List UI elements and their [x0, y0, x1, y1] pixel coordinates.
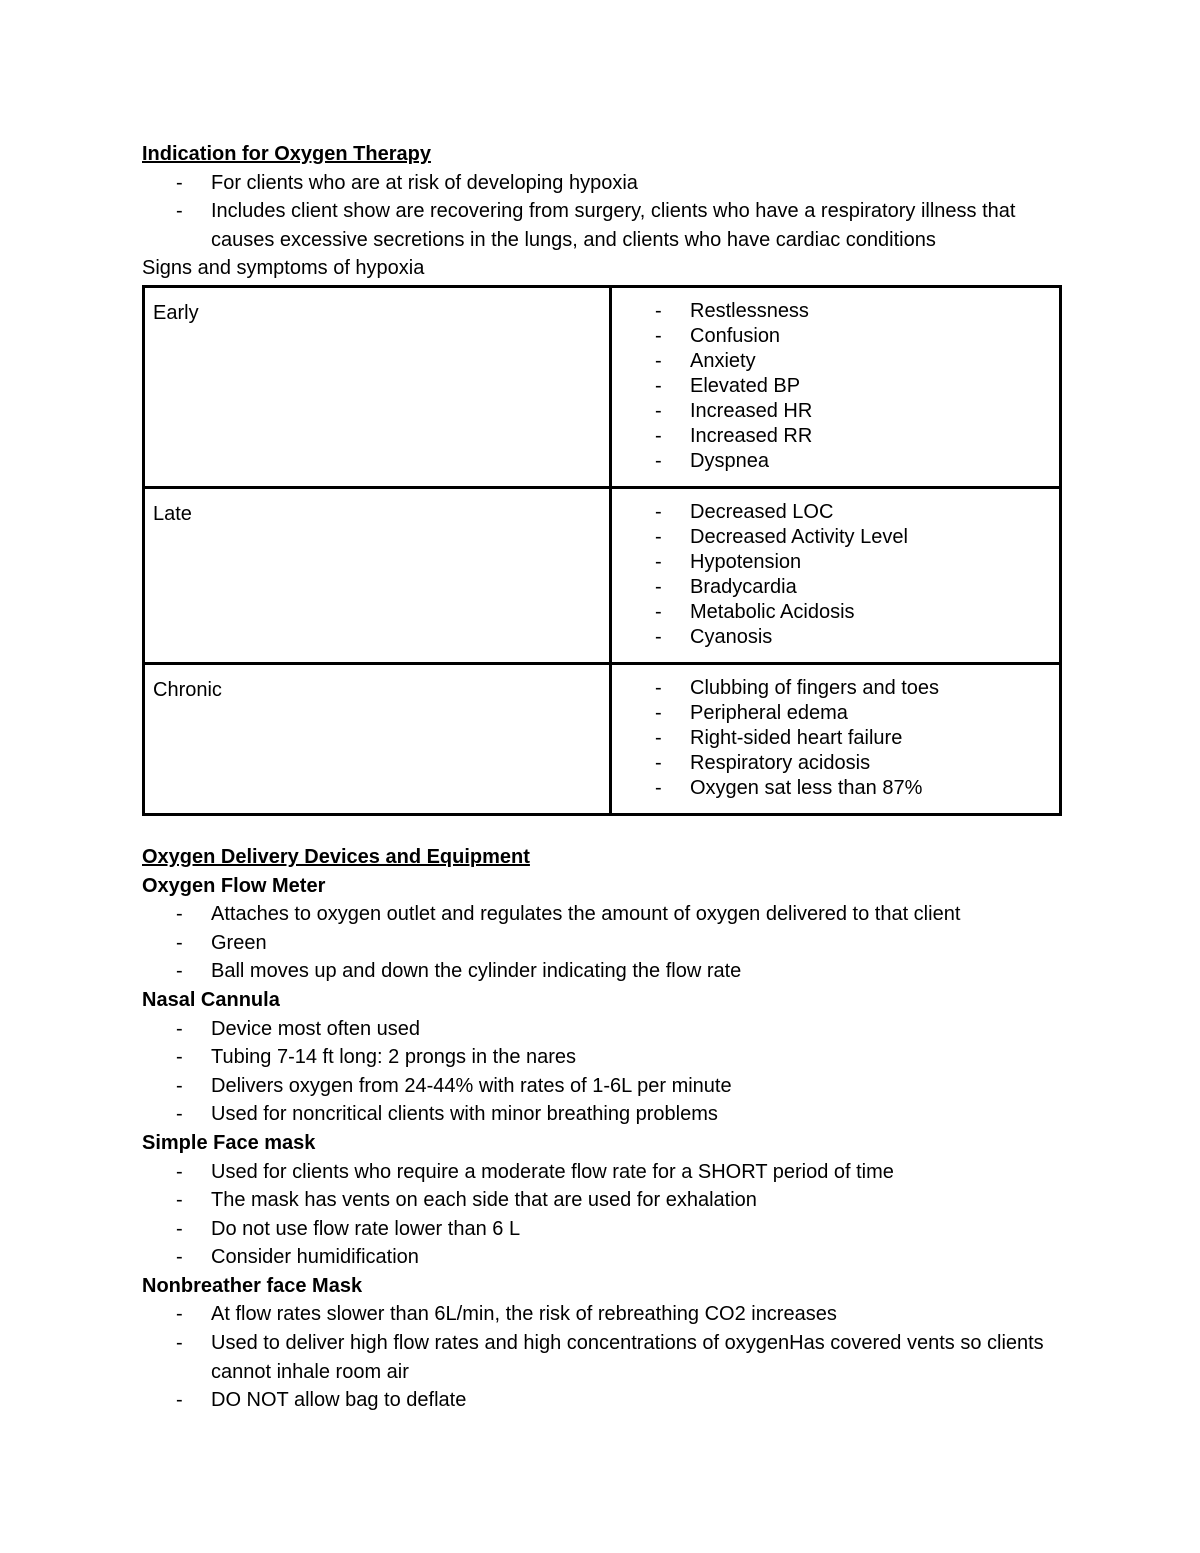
list-item: - Increased HR	[612, 399, 1059, 424]
table-row	[144, 286, 1061, 487]
hypoxia-symptoms-table	[142, 285, 1062, 816]
list-item: - Elevated BP	[612, 374, 1059, 399]
list-item: - Delivers oxygen from 24-44% with rates of 1-6L per minute	[142, 1072, 1062, 1101]
symptom-cell	[611, 487, 1061, 663]
list-item: - Restlessness	[612, 299, 1059, 324]
list-item: - DO NOT allow bag to deflate	[142, 1386, 1062, 1415]
list-item: - Used for clients who require a moderate flow rate for a SHORT period of time	[142, 1158, 1062, 1187]
stage-label: Chronic	[144, 663, 611, 814]
list-item: - Tubing 7-14 ft long: 2 prongs in the nares	[142, 1043, 1062, 1072]
list-item: - Peripheral edema	[612, 701, 1059, 726]
document-page	[142, 140, 1062, 1415]
list-item: - For clients who are at risk of developing hypoxia	[142, 169, 1062, 198]
list-item: - Right-sided heart failure	[612, 726, 1059, 751]
list-item: - Decreased Activity Level	[612, 525, 1059, 550]
device-heading: Nonbreather face Mask	[142, 1274, 363, 1297]
list-item: - Includes client show are recovering from surgery, clients who have a respiratory illness that causes excessive secretions in the lungs, and clients who have cardiac conditions	[142, 197, 1062, 254]
section-title-devices: Oxygen Delivery Devices and Equipment	[142, 845, 530, 868]
list-item: - Anxiety	[612, 349, 1059, 374]
list-item: - Consider humidification	[142, 1243, 1062, 1272]
section-title-indication: Indication for Oxygen Therapy	[142, 143, 431, 165]
device-list	[142, 1300, 1062, 1414]
list-item: - Ball moves up and down the cylinder indicating the flow rate	[142, 957, 1062, 986]
indication-list	[142, 169, 1062, 255]
list-item: - Metabolic Acidosis	[612, 600, 1059, 625]
list-item: - Respiratory acidosis	[612, 751, 1059, 776]
signs-heading: Signs and symptoms of hypoxia	[142, 257, 425, 280]
stage-label: Early	[144, 286, 611, 487]
list-item: - Attaches to oxygen outlet and regulates the amount of oxygen delivered to that client	[142, 900, 1062, 929]
device-list	[142, 1015, 1062, 1129]
list-item: - Green	[142, 929, 1062, 958]
list-item: - Decreased LOC	[612, 500, 1059, 525]
list-item: - Oxygen sat less than 87%	[612, 776, 1059, 801]
list-item: - Increased RR	[612, 424, 1059, 449]
list-item: - Device most often used	[142, 1015, 1062, 1044]
list-item: - Used to deliver high flow rates and high concentrations of oxygenHas covered vents so clients cannot inhale room air	[142, 1329, 1062, 1386]
table-row	[144, 487, 1061, 663]
stage-label: Late	[144, 487, 611, 663]
list-item: - Clubbing of fingers and toes	[612, 676, 1059, 701]
list-item: - Hypotension	[612, 550, 1059, 575]
device-list	[142, 900, 1062, 986]
table-row	[144, 663, 1061, 814]
symptom-cell	[611, 663, 1061, 814]
list-item: - Used for noncritical clients with minor breathing problems	[142, 1100, 1062, 1129]
device-heading: Oxygen Flow Meter	[142, 874, 326, 897]
device-list	[142, 1158, 1062, 1272]
list-item: - Confusion	[612, 324, 1059, 349]
list-item: - The mask has vents on each side that are used for exhalation	[142, 1186, 1062, 1215]
list-item: - Cyanosis	[612, 625, 1059, 650]
list-item: - Bradycardia	[612, 575, 1059, 600]
list-item: - At flow rates slower than 6L/min, the risk of rebreathing CO2 increases	[142, 1300, 1062, 1329]
symptom-cell	[611, 286, 1061, 487]
list-item: - Do not use flow rate lower than 6 L	[142, 1215, 1062, 1244]
list-item: - Dyspnea	[612, 449, 1059, 474]
device-heading: Simple Face mask	[142, 1131, 316, 1154]
device-heading: Nasal Cannula	[142, 988, 280, 1011]
